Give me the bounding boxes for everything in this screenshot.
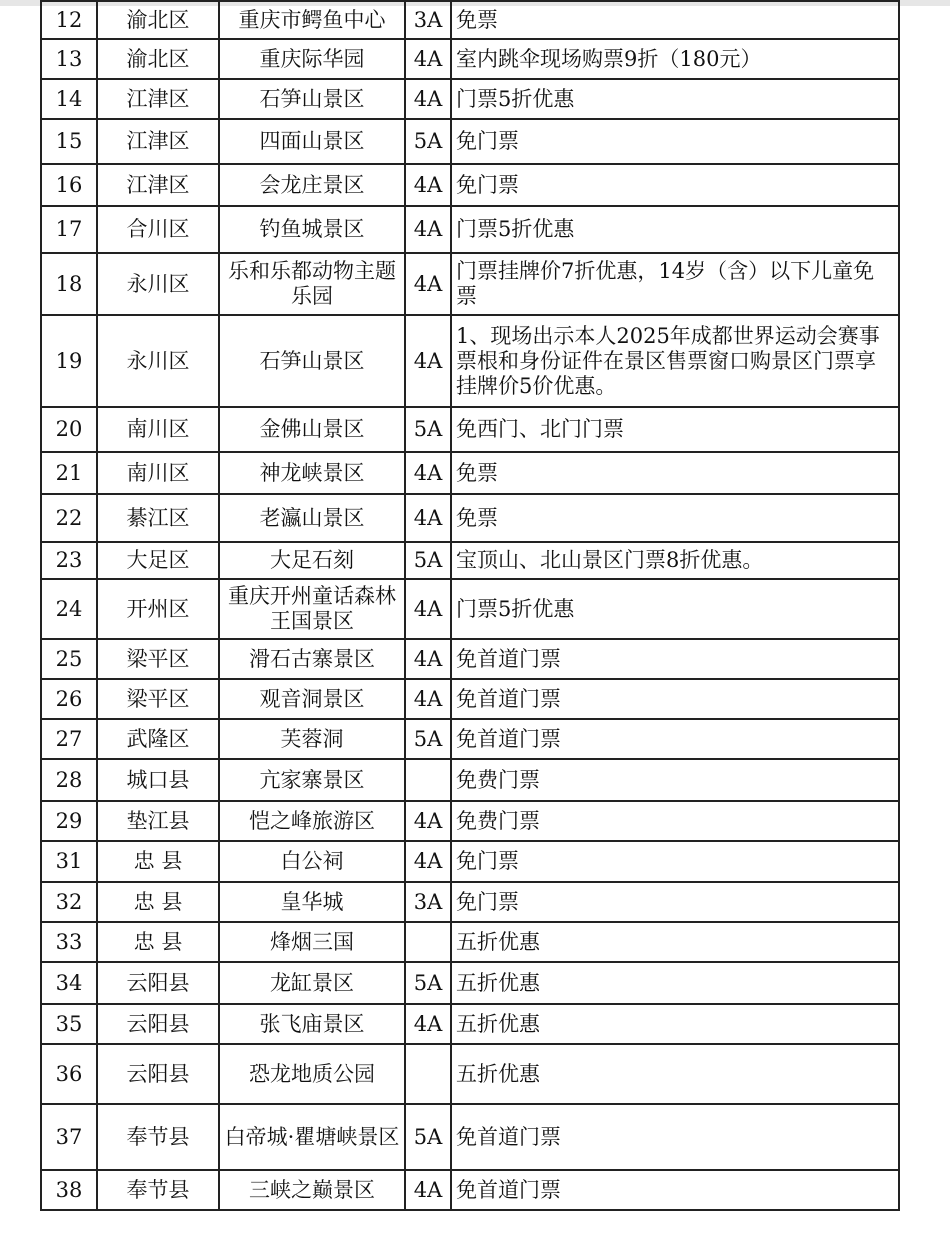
district-cell: 开州区 [97, 579, 219, 639]
district-cell: 大足区 [97, 542, 219, 579]
scenic-name-cell: 亢家寨景区 [219, 759, 405, 801]
scenic-name-cell: 大足石刻 [219, 542, 405, 579]
offer-cell: 门票5折优惠 [451, 206, 899, 253]
offer-cell: 免票 [451, 1, 899, 39]
table-row [41, 639, 899, 679]
district-cell: 奉节县 [97, 1170, 219, 1210]
offer-cell: 免门票 [451, 841, 899, 882]
level-cell: 4A [405, 315, 451, 407]
level-cell: 4A [405, 206, 451, 253]
level-cell: 4A [405, 452, 451, 494]
row-number: 20 [41, 407, 97, 452]
district-cell: 梁平区 [97, 679, 219, 719]
row-number: 15 [41, 119, 97, 164]
scenic-name-cell: 观音洞景区 [219, 679, 405, 719]
offer-cell: 免首道门票 [451, 679, 899, 719]
level-cell: 3A [405, 1, 451, 39]
offer-cell: 免费门票 [451, 801, 899, 841]
table-row [41, 759, 899, 801]
district-cell: 南川区 [97, 452, 219, 494]
district-cell: 綦江区 [97, 494, 219, 542]
row-number: 24 [41, 579, 97, 639]
scenic-name-cell: 恺之峰旅游区 [219, 801, 405, 841]
district-cell: 渝北区 [97, 1, 219, 39]
row-number: 32 [41, 882, 97, 922]
scenic-name-cell: 四面山景区 [219, 119, 405, 164]
district-cell: 合川区 [97, 206, 219, 253]
scenic-name-cell: 石笋山景区 [219, 315, 405, 407]
table-row [41, 1170, 899, 1210]
table-row [41, 962, 899, 1004]
level-cell: 4A [405, 79, 451, 119]
district-cell: 垫江县 [97, 801, 219, 841]
table-row [41, 719, 899, 759]
offer-cell: 免首道门票 [451, 1170, 899, 1210]
row-number: 27 [41, 719, 97, 759]
offer-cell: 免首道门票 [451, 1104, 899, 1170]
row-number: 26 [41, 679, 97, 719]
table-row [41, 253, 899, 315]
scenic-name-cell: 烽烟三国 [219, 922, 405, 962]
row-number: 34 [41, 962, 97, 1004]
offer-cell: 免门票 [451, 119, 899, 164]
district-cell: 渝北区 [97, 39, 219, 79]
level-cell: 4A [405, 164, 451, 206]
level-cell: 4A [405, 1170, 451, 1210]
scenic-name-cell: 白公祠 [219, 841, 405, 882]
scenic-name-cell: 金佛山景区 [219, 407, 405, 452]
district-cell: 奉节县 [97, 1104, 219, 1170]
table-row [41, 1, 899, 39]
table-row [41, 39, 899, 79]
table-row [41, 1044, 899, 1104]
scenic-discount-table [40, 0, 900, 1211]
scenic-name-cell: 神龙峡景区 [219, 452, 405, 494]
district-cell: 江津区 [97, 119, 219, 164]
table-row [41, 882, 899, 922]
level-cell [405, 922, 451, 962]
scenic-name-cell: 石笋山景区 [219, 79, 405, 119]
table-row [41, 841, 899, 882]
row-number: 31 [41, 841, 97, 882]
table-row [41, 679, 899, 719]
table-row [41, 452, 899, 494]
table-row [41, 315, 899, 407]
table-row [41, 542, 899, 579]
district-cell: 南川区 [97, 407, 219, 452]
row-number: 16 [41, 164, 97, 206]
row-number: 25 [41, 639, 97, 679]
district-cell: 云阳县 [97, 962, 219, 1004]
offer-cell: 免首道门票 [451, 639, 899, 679]
level-cell: 4A [405, 39, 451, 79]
level-cell [405, 759, 451, 801]
table-row [41, 119, 899, 164]
district-cell: 忠 县 [97, 922, 219, 962]
table-row [41, 1004, 899, 1044]
scenic-name-cell: 芙蓉洞 [219, 719, 405, 759]
level-cell: 4A [405, 639, 451, 679]
table-row [41, 494, 899, 542]
row-number: 17 [41, 206, 97, 253]
level-cell: 4A [405, 1004, 451, 1044]
level-cell: 3A [405, 882, 451, 922]
district-cell: 城口县 [97, 759, 219, 801]
row-number: 19 [41, 315, 97, 407]
district-cell: 永川区 [97, 315, 219, 407]
scenic-name-cell: 重庆际华园 [219, 39, 405, 79]
table-row [41, 1104, 899, 1170]
offer-cell: 门票5折优惠 [451, 579, 899, 639]
district-cell: 江津区 [97, 79, 219, 119]
row-number: 36 [41, 1044, 97, 1104]
scenic-name-cell: 张飞庙景区 [219, 1004, 405, 1044]
scenic-name-cell: 老瀛山景区 [219, 494, 405, 542]
row-number: 14 [41, 79, 97, 119]
table-row [41, 922, 899, 962]
level-cell: 5A [405, 962, 451, 1004]
table-row [41, 801, 899, 841]
offer-cell: 门票挂牌价7折优惠，14岁（含）以下儿童免票 [451, 253, 899, 315]
district-cell: 忠 县 [97, 841, 219, 882]
scenic-name-cell: 白帝城·瞿塘峡景区 [219, 1104, 405, 1170]
scenic-name-cell: 会龙庄景区 [219, 164, 405, 206]
offer-cell: 室内跳伞现场购票9折（180元） [451, 39, 899, 79]
level-cell: 5A [405, 119, 451, 164]
offer-cell: 五折优惠 [451, 922, 899, 962]
offer-cell: 1、现场出示本人2025年成都世界运动会赛事票根和身份证件在景区售票窗口购景区门票享挂牌价5价优惠。 [451, 315, 899, 407]
scenic-name-cell: 三峡之巅景区 [219, 1170, 405, 1210]
scenic-name-cell: 钓鱼城景区 [219, 206, 405, 253]
table-row [41, 79, 899, 119]
row-number: 28 [41, 759, 97, 801]
table-row [41, 206, 899, 253]
row-number: 18 [41, 253, 97, 315]
row-number: 12 [41, 1, 97, 39]
district-cell: 云阳县 [97, 1044, 219, 1104]
level-cell: 4A [405, 801, 451, 841]
level-cell: 4A [405, 679, 451, 719]
level-cell: 5A [405, 1104, 451, 1170]
level-cell: 5A [405, 407, 451, 452]
scenic-name-cell: 重庆市鳄鱼中心 [219, 1, 405, 39]
offer-cell: 免票 [451, 494, 899, 542]
row-number: 35 [41, 1004, 97, 1044]
row-number: 37 [41, 1104, 97, 1170]
offer-cell: 门票5折优惠 [451, 79, 899, 119]
level-cell: 5A [405, 719, 451, 759]
district-cell: 江津区 [97, 164, 219, 206]
table-row [41, 579, 899, 639]
row-number: 33 [41, 922, 97, 962]
row-number: 38 [41, 1170, 97, 1210]
district-cell: 武隆区 [97, 719, 219, 759]
scenic-name-cell: 乐和乐都动物主题乐园 [219, 253, 405, 315]
row-number: 23 [41, 542, 97, 579]
offer-cell: 免费门票 [451, 759, 899, 801]
row-number: 13 [41, 39, 97, 79]
level-cell: 4A [405, 253, 451, 315]
offer-cell: 免门票 [451, 164, 899, 206]
scenic-name-cell: 重庆开州童话森林王国景区 [219, 579, 405, 639]
level-cell: 5A [405, 542, 451, 579]
offer-cell: 免西门、北门门票 [451, 407, 899, 452]
level-cell: 4A [405, 494, 451, 542]
row-number: 22 [41, 494, 97, 542]
district-cell: 忠 县 [97, 882, 219, 922]
row-number: 29 [41, 801, 97, 841]
district-cell: 永川区 [97, 253, 219, 315]
scenic-name-cell: 恐龙地质公园 [219, 1044, 405, 1104]
level-cell: 4A [405, 579, 451, 639]
table-body [41, 1, 899, 1210]
row-number: 21 [41, 452, 97, 494]
level-cell: 4A [405, 841, 451, 882]
offer-cell: 五折优惠 [451, 1004, 899, 1044]
district-cell: 云阳县 [97, 1004, 219, 1044]
offer-cell: 五折优惠 [451, 1044, 899, 1104]
offer-cell: 免首道门票 [451, 719, 899, 759]
offer-cell: 宝顶山、北山景区门票8折优惠。 [451, 542, 899, 579]
offer-cell: 免票 [451, 452, 899, 494]
level-cell [405, 1044, 451, 1104]
scenic-name-cell: 龙缸景区 [219, 962, 405, 1004]
offer-cell: 五折优惠 [451, 962, 899, 1004]
offer-cell: 免门票 [451, 882, 899, 922]
scenic-name-cell: 皇华城 [219, 882, 405, 922]
scenic-name-cell: 滑石古寨景区 [219, 639, 405, 679]
district-cell: 梁平区 [97, 639, 219, 679]
table-row [41, 164, 899, 206]
table-row [41, 407, 899, 452]
